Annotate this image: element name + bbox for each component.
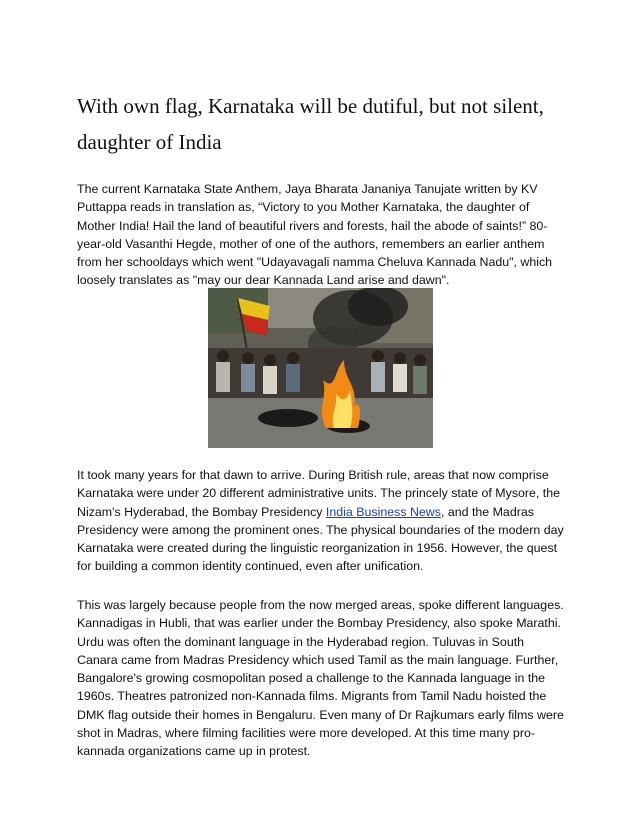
article-title: With own flag, Karnataka will be dutiful, but not silent, daughter of India	[77, 94, 544, 154]
india-business-news-link[interactable]: India Business News	[325, 504, 441, 519]
paragraph-history-text-end: , and the Madras Presidency were among the prominent ones. The physical boundaries of the modern day Karnataka were created during the linguistic reorganization in 1956. However, the quest for building a common identity continued, even after unification.	[77, 504, 564, 574]
paragraph-languages: This was largely because people from the now merged areas, spoke different languages. Kannadigas in Hubli, that was earlier under the Bombay Presidency, also spoke Marathi. Urdu was often the dominant language in the Hyderabad region. Tuluvas in South Canara came from Madras Presidency which used Tamil as the main language. Further, Bangalore's growing cosmopolitan posed a challenge to the Kannada language in the 1960s. Theatres patronized non-Kannada films. Migrants from Tamil Nadu hoisted the DMK flag outside their homes in Bengaluru. Even many of Dr Rajkumars early films were shot in Madras, where filming facilities were more developed. At this time many pro-kannada organizations came up in protest.	[77, 598, 564, 759]
paragraph-history-text-start: It took many years for that dawn to arrive. During British rule, areas that now comprise Karnataka were under 20 different administrative units. The princely state of Mysore, the Nizam's Hyderabad, the Bombay Presidency	[77, 468, 561, 519]
protest-photo-illustration	[208, 288, 433, 448]
protest-photo	[208, 288, 433, 448]
paragraph-anthem: The current Karnataka State Anthem, Jaya Bharata Jananiya Tanujate written by KV Puttappa reads in translation as, “Victory to you Mother Karnataka, the daughter of Mother India! Hail the land of beautiful rivers and forests, hail the abode of saints!” 80-year-old Vasanthi Hegde, mother of one of the authors, remembers an earlier anthem from her schooldays which went "Udayavagali namma Cheluva Kannada Nadu", which loosely translates as "may our dear Kannada Land arise and dawn".	[77, 182, 553, 288]
paragraph-history	[77, 466, 567, 576]
